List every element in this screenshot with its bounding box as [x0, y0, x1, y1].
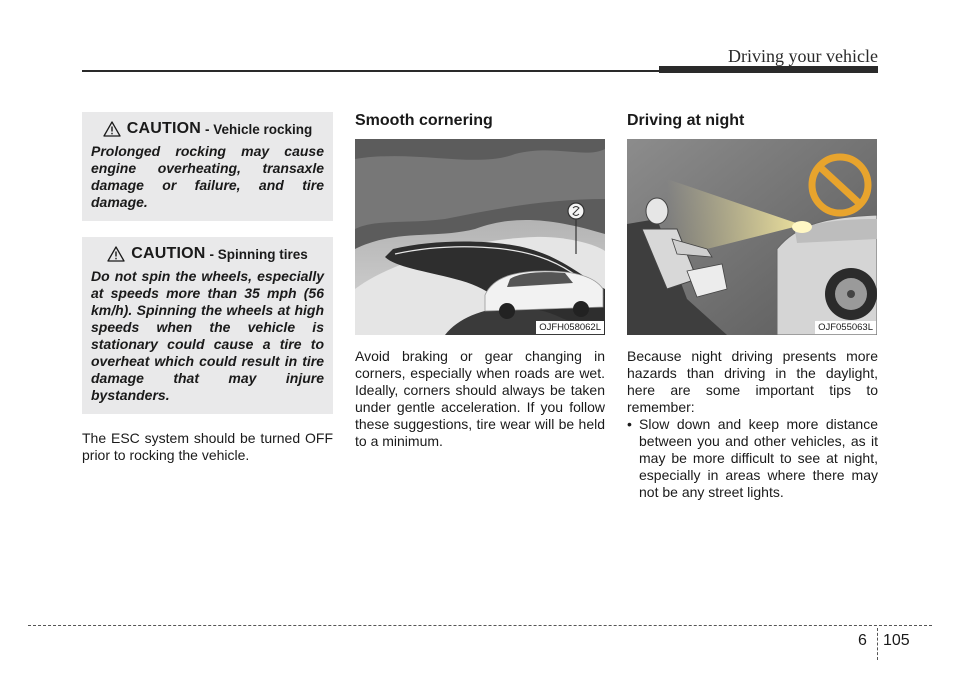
warning-triangle-icon — [107, 246, 125, 262]
night-driving-illustration — [627, 139, 877, 335]
footer-rule — [28, 625, 932, 626]
section-heading-driving-at-night: Driving at night — [627, 112, 745, 129]
cornering-text: Avoid braking or gear changing in corners, especially when roads are wet. Ideally, corners should always be taken under gentle acceleration. If you follow these suggestions, tire wear will be held to a minimum. — [355, 348, 605, 449]
section-heading-smooth-cornering: Smooth cornering — [355, 112, 493, 129]
night-intro-text: Because night driving presents more hazards than driving in the daylight, here are some important tips to remember: — [627, 348, 878, 415]
cornering-illustration — [355, 139, 605, 335]
middle-column — [355, 112, 605, 450]
list-item — [627, 416, 878, 501]
caution-label: CAUTION — [126, 120, 201, 137]
esc-note: The ESC system should be turned OFF prior to rocking the vehicle. — [82, 430, 333, 463]
caution-text: Prolonged rocking may cause engine overheating, transaxle damage or failure, and tire damage. — [91, 143, 324, 210]
night-tips-list — [627, 416, 878, 501]
list-item-text: Slow down and keep more distance between you and other vehicles, as it may be more difficult to see at night, especially in areas where there may not be any street lights. — [639, 416, 878, 500]
caution-header — [91, 245, 324, 263]
right-column — [627, 112, 878, 501]
header-rule — [82, 70, 659, 72]
caution-box-spinning-tires — [82, 237, 333, 414]
caution-subtitle: - Spinning tires — [209, 246, 308, 262]
caution-label: CAUTION — [131, 245, 206, 262]
caution-header — [91, 120, 324, 138]
page-number: 105 — [883, 632, 910, 649]
caution-subtitle: - Vehicle rocking — [205, 121, 313, 137]
night-glare-scene-image — [627, 139, 877, 335]
left-column — [82, 112, 333, 464]
figure-code: OJF055063L — [815, 321, 876, 334]
caution-text: Do not spin the wheels, especially at speeds more than 35 mph (56 km/h). Spinning the wheels at high speeds when the vehicle is stationary could cause a tire to overheat which could result in tire damage that may injure bystanders. — [91, 268, 324, 403]
bullet-icon: • — [627, 416, 632, 432]
page-number-divider — [877, 628, 878, 660]
header-rule-accent — [659, 66, 878, 73]
chapter-number: 6 — [858, 632, 867, 649]
cornering-scene-image — [355, 139, 605, 335]
running-header-title: Driving your vehicle — [728, 46, 878, 66]
figure-code: OJFH058062L — [536, 321, 604, 334]
caution-box-vehicle-rocking — [82, 112, 333, 221]
warning-triangle-icon — [103, 121, 121, 137]
